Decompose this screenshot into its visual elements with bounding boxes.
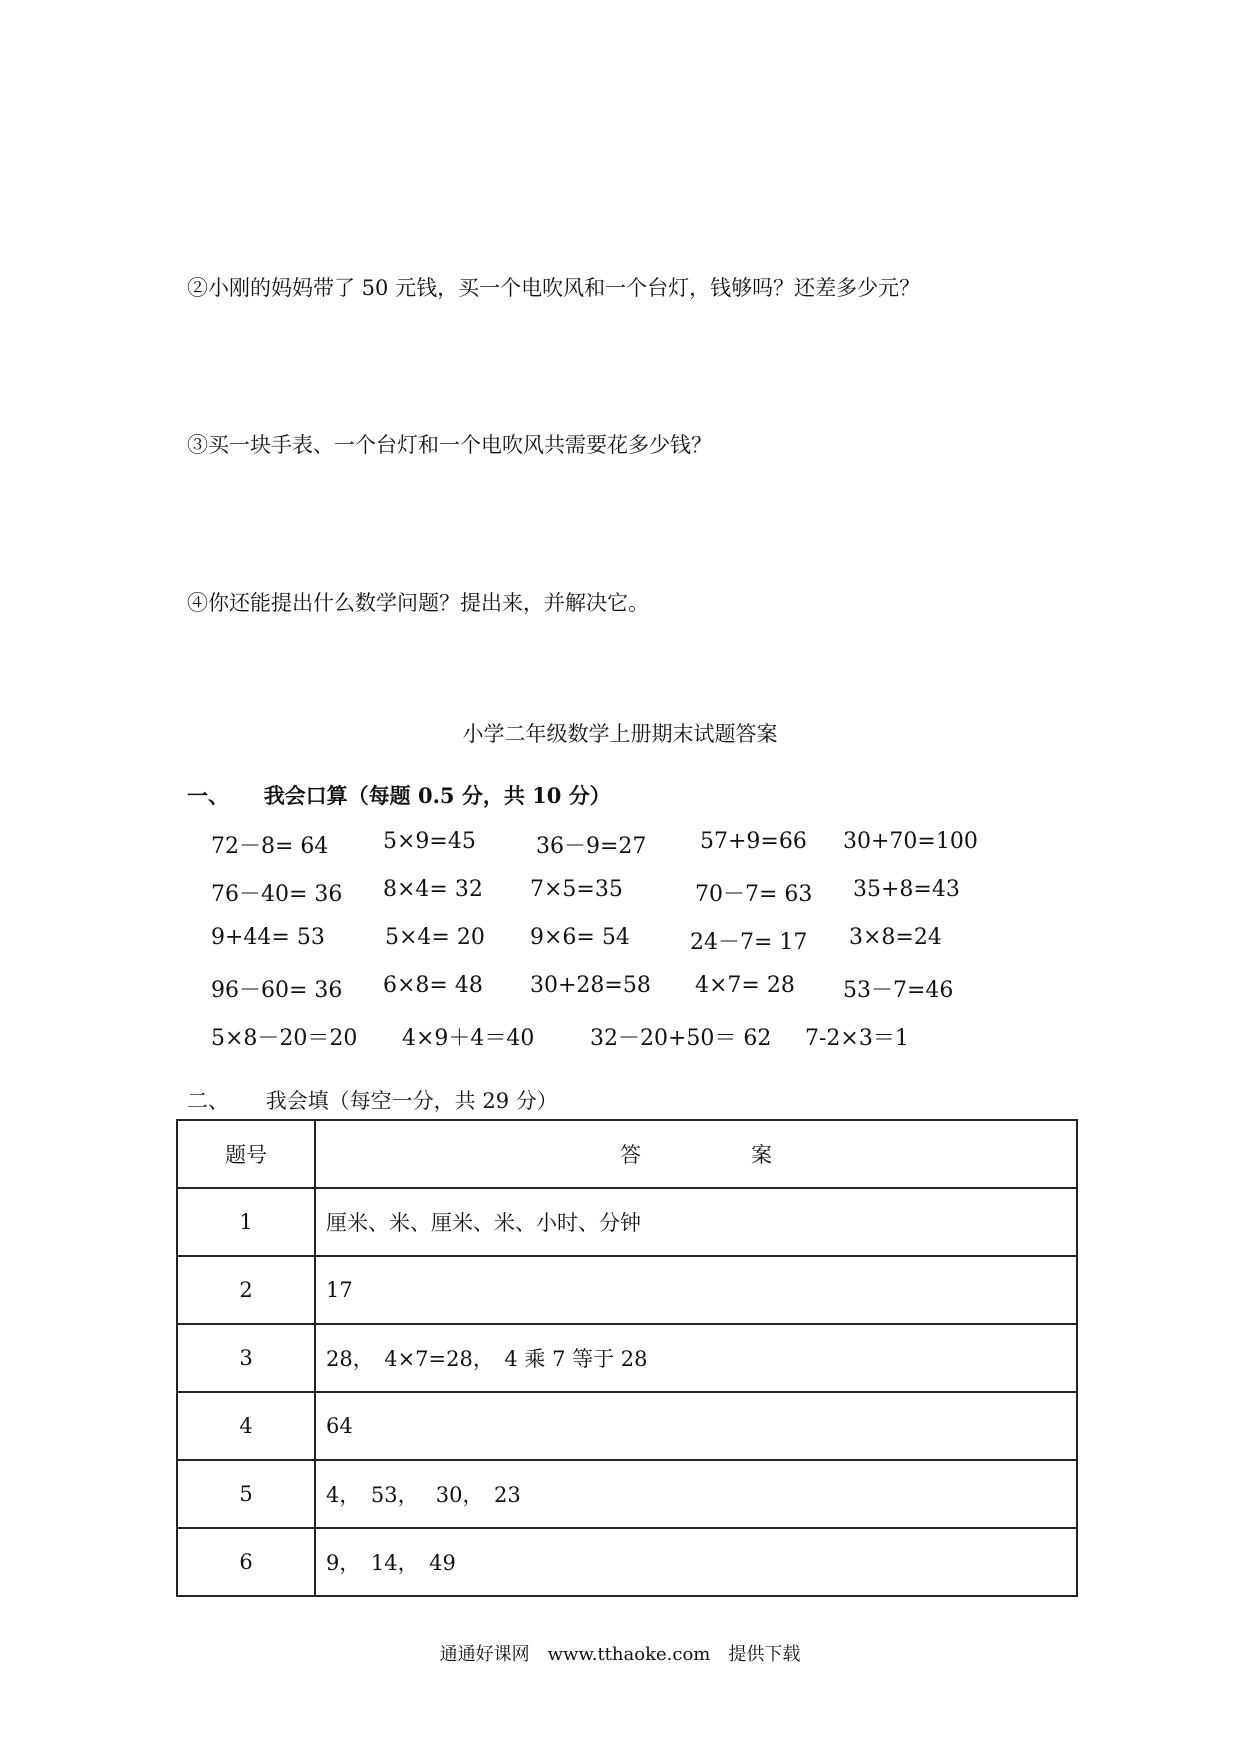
calc-item: 32－20+50＝ 62 (590, 1026, 772, 1051)
calc-item: 5×4= 20 (385, 925, 485, 950)
calc-item: 3×8=24 (849, 925, 942, 950)
row-number: 1 (177, 1188, 315, 1256)
calc-item: 30+28=58 (530, 973, 651, 998)
calc-item: 7-2×3＝1 (805, 1026, 909, 1051)
row-answer: 28， 4×7=28， 4 乘 7 等于 28 (315, 1324, 1077, 1392)
header-number: 题号 (177, 1120, 315, 1188)
calc-item: 30+70=100 (843, 829, 978, 854)
table-row (177, 1324, 1077, 1392)
calc-item: 6×8= 48 (383, 973, 483, 998)
row-number: 3 (177, 1324, 315, 1392)
section-1-number: 一、 (187, 783, 229, 808)
header-answer (315, 1120, 1077, 1188)
calc-item: 9+44= 53 (211, 925, 325, 950)
section-2-number: 二、 (187, 1089, 229, 1113)
calc-item: 72－8= 64 (211, 834, 329, 859)
row-number: 2 (177, 1256, 315, 1324)
row-number: 6 (177, 1528, 315, 1596)
header-answer-char-1: 答 (620, 1143, 641, 1167)
calc-item: 9×6= 54 (530, 925, 630, 950)
question-4: ④你还能提出什么数学问题？提出来，并解决它。 (187, 591, 649, 615)
table-row (177, 1460, 1077, 1528)
answer-table (176, 1119, 1078, 1597)
calc-item: 70－7= 63 (695, 882, 813, 907)
calc-item: 7×5=35 (530, 877, 623, 902)
row-number: 5 (177, 1460, 315, 1528)
section-2-title: 我会填（每空一分，共 29 分） (265, 1089, 558, 1113)
calc-item: 8×4= 32 (383, 877, 483, 902)
calc-item: 4×7= 28 (695, 973, 795, 998)
calc-item: 36－9=27 (536, 834, 647, 859)
table-row (177, 1528, 1077, 1596)
table-row (177, 1188, 1077, 1256)
table-row (177, 1256, 1077, 1324)
page-footer: 通通好课网 www.tthaoke.com 提供下载 (439, 1644, 801, 1665)
question-2: ②小刚的妈妈带了 50 元钱，买一个电吹风和一个台灯，钱够吗？还差多少元？ (187, 276, 921, 300)
section-2-heading (187, 1085, 558, 1115)
header-answer-char-2: 案 (751, 1143, 772, 1167)
question-3: ③买一块手表、一个台灯和一个电吹风共需要花多少钱？ (187, 433, 712, 457)
calc-item: 35+8=43 (853, 877, 960, 902)
row-answer: 64 (315, 1392, 1077, 1460)
section-1-title: 我会口算（每题 0.5 分，共 10 分） (263, 783, 611, 808)
calc-item: 24－7= 17 (690, 930, 808, 955)
table-row (177, 1392, 1077, 1460)
calc-item: 5×9=45 (383, 829, 476, 854)
calc-item: 76－40= 36 (211, 882, 343, 907)
calc-item: 53－7=46 (843, 978, 954, 1003)
section-1-heading (187, 780, 611, 810)
answer-title: 小学二年级数学上册期末试题答案 (462, 722, 778, 746)
calc-item: 57+9=66 (700, 829, 807, 854)
row-number: 4 (177, 1392, 315, 1460)
calc-item: 4×9＋4＝40 (402, 1026, 535, 1051)
table-header-row (177, 1120, 1077, 1188)
row-answer: 厘米、米、厘米、米、小时、分钟 (315, 1188, 1077, 1256)
row-answer: 4， 53， 30， 23 (315, 1460, 1077, 1528)
calc-item: 96－60= 36 (211, 978, 343, 1003)
calc-item: 5×8－20＝20 (211, 1026, 358, 1051)
row-answer: 17 (315, 1256, 1077, 1324)
row-answer: 9， 14， 49 (315, 1528, 1077, 1596)
